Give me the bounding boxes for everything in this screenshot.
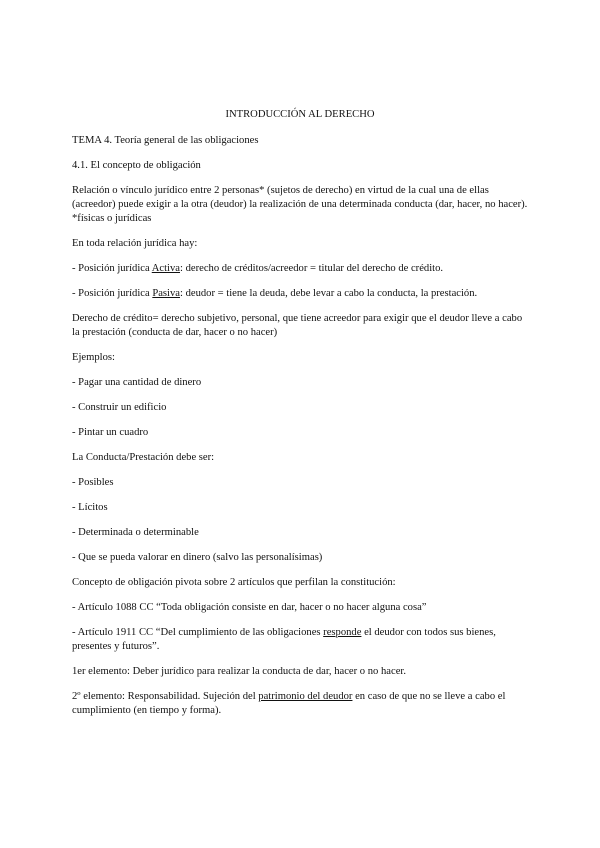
- second-element-term: patrimonio del deudor: [258, 691, 353, 702]
- passive-rest: : deudor = tiene la deuda, debe levar a cabo la conducta, la prestación.: [180, 288, 478, 299]
- concept-intro: Concepto de obligación pivota sobre 2 artículos que perfilan la constitución:: [72, 577, 396, 588]
- first-element: 1er elemento: Deber jurídico para realizar la conducta de dar, hacer o no hacer.: [72, 666, 406, 677]
- article-1911-rest: el deudor con todos sus bienes, presentes y futuros”.: [72, 627, 496, 652]
- article-1911: [72, 626, 528, 654]
- document-content: [72, 108, 528, 729]
- topic-heading: TEMA 4. Teoría general de las obligaciones: [72, 135, 259, 146]
- second-element-prefix: 2º elemento: Responsabilidad. Sujeción del: [72, 691, 259, 702]
- second-element-rest: en caso de que no se lleve a cabo el cumplimiento (en tiempo y forma).: [72, 691, 506, 716]
- conduct-title: La Conducta/Prestación debe ser:: [72, 452, 215, 463]
- credit-right-paragraph: Derecho de crédito= derecho subjetivo, personal, que tiene acreedor para exigir que el deudor lleve a cabo la prestación (conducta de dar, hacer o no hacer): [72, 313, 523, 338]
- article-1911-term: responde: [323, 627, 362, 638]
- conduct-item: - Posibles: [72, 477, 114, 488]
- article-1911-prefix: - Artículo 1911 CC “Del cumplimiento de las obligaciones: [72, 627, 324, 638]
- active-term: Activa: [151, 263, 180, 274]
- document-title: INTRODUCCIÓN AL DERECHO: [225, 109, 375, 120]
- conduct-item: - Determinada o determinable: [72, 527, 199, 538]
- passive-position: [72, 287, 528, 301]
- passive-prefix: - Posición jurídica: [72, 288, 153, 299]
- example-item: - Construir un edificio: [72, 402, 167, 413]
- active-prefix: - Posición jurídica: [72, 263, 152, 274]
- passive-term: Pasiva: [152, 288, 180, 299]
- definition-paragraph: Relación o vínculo jurídico entre 2 personas* (sujetos de derecho) en virtud de la cual una de ellas (acreedor) puede exigir a la otra (deudor) la realización de una determinada conducta (dar, hacer, no hacer). *físicas o jurídicas: [72, 185, 528, 224]
- conduct-item: - Que se pueda valorar en dinero (salvo las personalísimas): [72, 552, 323, 563]
- second-element: [72, 690, 528, 718]
- article-1088: - Artículo 1088 CC “Toda obligación consiste en dar, hacer o no hacer alguna cosa”: [72, 602, 427, 613]
- active-position: [72, 262, 528, 276]
- example-item: - Pintar un cuadro: [72, 427, 149, 438]
- active-rest: : derecho de créditos/acreedor = titular del derecho de crédito.: [180, 263, 444, 274]
- example-item: - Pagar una cantidad de dinero: [72, 377, 202, 388]
- conduct-item: - Lícitos: [72, 502, 108, 513]
- examples-title: Ejemplos:: [72, 352, 115, 363]
- section-heading: 4.1. El concepto de obligación: [72, 160, 201, 171]
- relation-intro: En toda relación jurídica hay:: [72, 238, 198, 249]
